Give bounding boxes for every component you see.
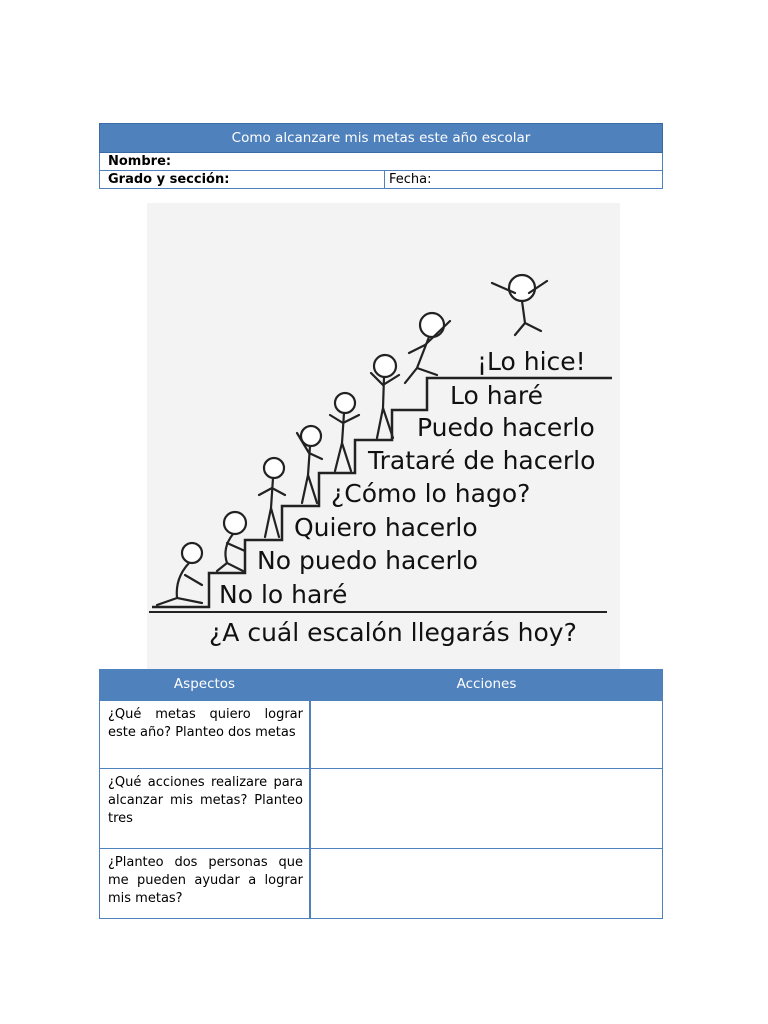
step-label-7: Lo haré (450, 381, 544, 410)
header-aspectos: Aspectos (173, 676, 236, 692)
name-label: Nombre: (108, 154, 172, 169)
row-question: ¿Qué acciones realizare para alcanzar mis metas? Planteo tres (100, 769, 311, 848)
header-table (99, 123, 663, 189)
table-header (99, 669, 663, 699)
row-question: ¿Planteo dos personas que me pueden ayudar a lograr mis metas? (100, 849, 311, 918)
worksheet-title: Como alcanzare mis metas este año escolar (99, 123, 663, 153)
row-action-cell[interactable] (311, 769, 662, 848)
grade-label: Grado y sección: (100, 171, 385, 188)
step-label-3: Quiero hacerlo (294, 513, 478, 542)
grade-date-row (99, 171, 663, 189)
header-acciones: Acciones (456, 676, 517, 692)
step-label-8: ¡Lo hice! (477, 347, 586, 376)
step-label-4: ¿Cómo lo hago? (331, 479, 531, 508)
staircase-question: ¿A cuál escalón llegarás hoy? (209, 618, 577, 647)
step-label-5: Trataré de hacerlo (368, 446, 596, 475)
row-action-cell[interactable] (311, 849, 662, 918)
table-row (99, 849, 663, 919)
table-row (99, 699, 663, 769)
step-label-2: No puedo hacerlo (257, 546, 478, 575)
table-row (99, 769, 663, 849)
row-action-cell[interactable] (311, 701, 662, 768)
staircase-illustration (147, 203, 620, 670)
date-label: Fecha: (389, 172, 432, 187)
step-label-6: Puedo hacerlo (417, 413, 595, 442)
row-question: ¿Qué metas quiero lograr este año? Planteo dos metas (100, 701, 311, 768)
actions-table (99, 669, 663, 919)
name-row (99, 153, 663, 171)
step-label-1: No lo haré (219, 580, 348, 609)
